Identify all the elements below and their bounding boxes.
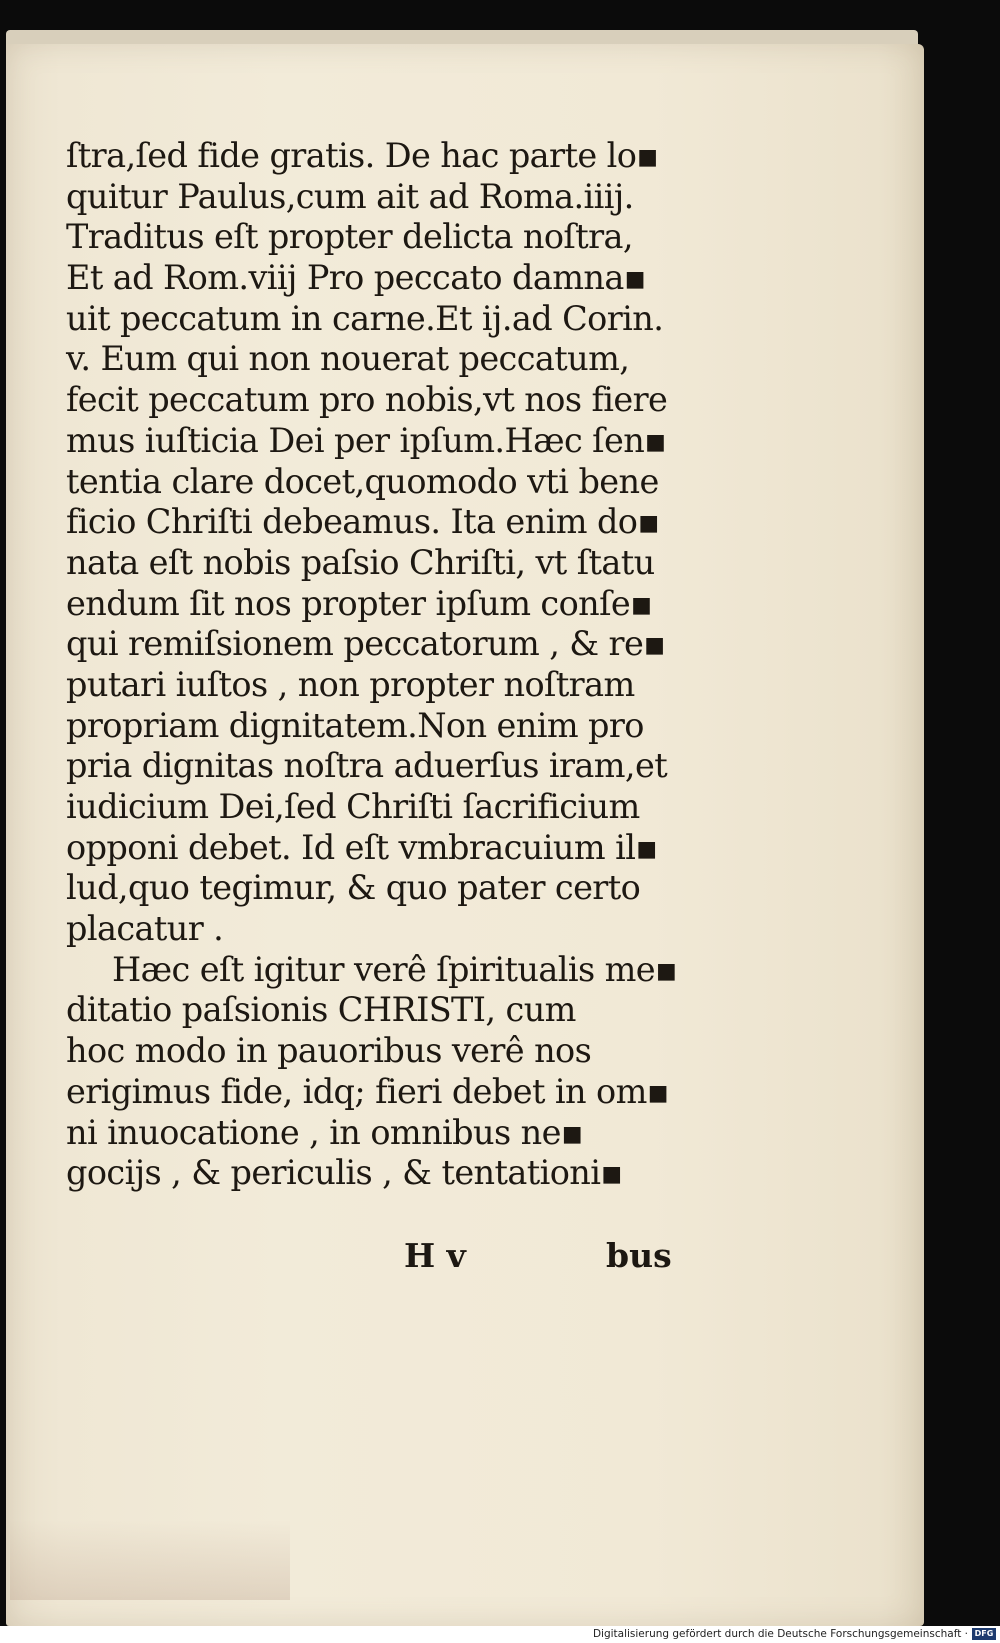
text-line: tentia clare docet,quomodo vti bene: [66, 461, 659, 501]
body-text: [66, 136, 706, 1194]
text-line: iudicium Dei,ſed Chriſti ſacrificium: [66, 787, 640, 826]
text-line: Hæc eſt igitur verê ſpiritualis me▪: [112, 949, 678, 989]
text-line: gocijs , & periculis , & tentationi▪: [66, 1153, 623, 1193]
text-line: endum ſit nos propter ipſum conſe▪: [66, 583, 653, 623]
text-line: mus iuſticia Dei per ipſum.Hæc ſen▪: [66, 420, 667, 460]
text-line: opponi debet. Id eſt vmbracuium il▪: [66, 827, 658, 867]
page-footer-marks: [0, 1236, 1000, 1280]
text-line: erigimus fide, idq; fieri debet in om▪: [66, 1071, 669, 1111]
text-line: propriam dignitatem.Non enim pro: [66, 705, 644, 745]
text-line: hoc modo in pauoribus verê nos: [66, 1031, 592, 1071]
text-line: uit peccatum in carne.Et ij.ad Corin.: [66, 298, 664, 338]
text-line: nata eſt nobis paſsio Chriſti, vt ſtatu: [66, 542, 655, 582]
text-line: Traditus eſt propter delicta noſtra,: [66, 217, 633, 257]
catchword: bus: [606, 1236, 672, 1275]
text-line: quitur Paulus,cum ait ad Roma.iiij.: [66, 176, 634, 216]
text-line: lud,quo tegimur, & quo pater certo: [66, 868, 641, 908]
signature-mark: H v: [404, 1236, 466, 1275]
text-line: putari iuſtos , non propter noſtram: [66, 664, 635, 704]
digitization-credit: Digitalisierung gefördert durch die Deutsche Forschungsgemeinschaft ·: [592, 1628, 968, 1640]
text-line: placatur .: [66, 909, 224, 949]
dfg-logo-icon: DFG: [972, 1628, 996, 1640]
text-line: qui remiſsionem peccatorum , & re▪: [66, 624, 666, 664]
text-line: v. Eum qui non nouerat peccatum,: [66, 339, 630, 379]
page-stain: [10, 1520, 290, 1600]
text-line: ditatio paſsionis CHRISTI, cum: [66, 990, 576, 1030]
text-line: ſtra,ſed fide gratis. De hac parte lo▪: [66, 136, 659, 175]
text-line: pria dignitas noſtra aduerſus iram,et: [66, 746, 668, 786]
text-line: Et ad Rom.viij Pro peccato damna▪: [66, 258, 646, 298]
text-line: ficio Chriſti debeamus. Ita enim do▪: [66, 502, 660, 542]
text-line: ni inuocatione , in omnibus ne▪: [66, 1112, 583, 1152]
text-line: fecit peccatum pro nobis,vt nos fiere: [66, 380, 668, 420]
